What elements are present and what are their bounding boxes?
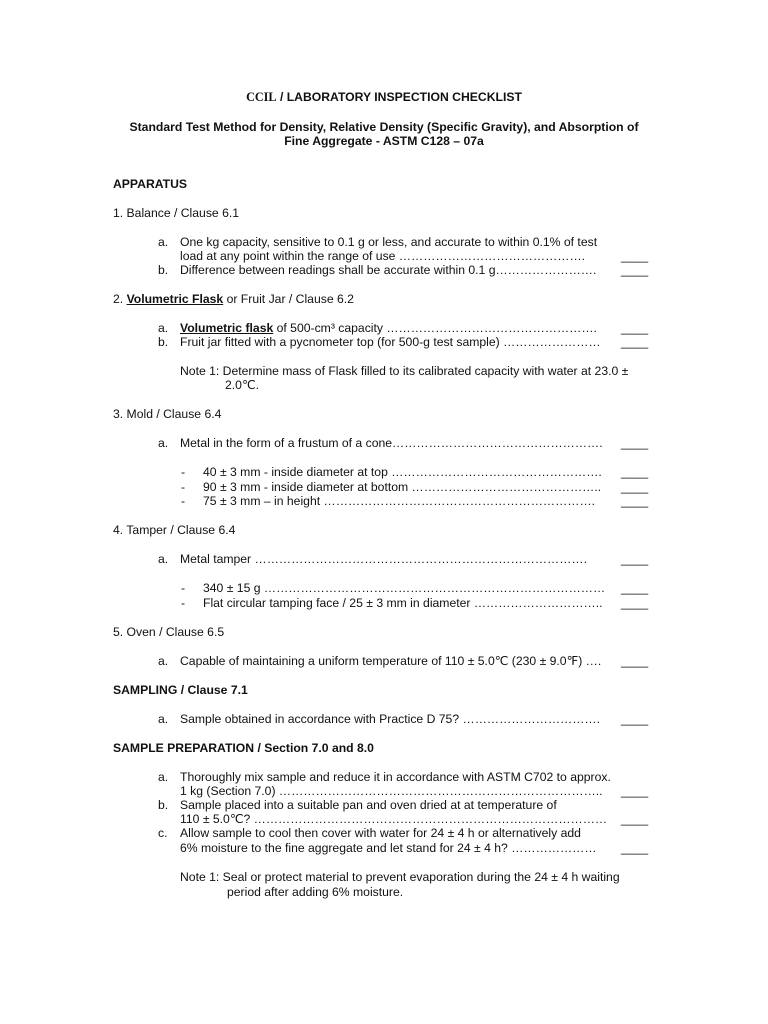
flask-b-text: Fruit jar fitted with a pycnometer top (for 500-g test sample) …………………… — [180, 335, 601, 349]
check-blank[interactable]: ____ — [621, 494, 649, 508]
oven-a-text: Capable of maintaining a uniform temperature of 110 ± 5.0℃ (230 ± 9.0℉) …. — [180, 654, 602, 668]
check-blank[interactable]: ____ — [621, 249, 649, 263]
check-blank[interactable]: ____ — [621, 436, 649, 450]
document-subtitle-line2: Fine Aggregate - ASTM C128 – 07a — [284, 134, 484, 148]
list-marker: a. — [158, 436, 169, 450]
list-marker: a. — [158, 770, 169, 784]
tamper-a-text: Metal tamper ………………………………………………………………………. — [180, 552, 587, 566]
check-blank[interactable]: ____ — [621, 552, 649, 566]
mold-dash-1: 40 ± 3 mm - inside diameter at top ……………………………………………. — [203, 465, 602, 479]
item-heading-tamper: 4. Tamper / Clause 6.4 — [113, 523, 236, 537]
flask-heading-prefix: 2. — [113, 292, 127, 306]
tamper-dash-2: Flat circular tamping face / 25 ± 3 mm in diameter ………………………….. — [203, 596, 603, 610]
dash-marker: - — [181, 494, 186, 508]
document-subtitle-line1: Standard Test Method for Density, Relative Density (Specific Gravity), and Absorption of — [129, 120, 639, 134]
check-blank[interactable]: ____ — [621, 321, 649, 335]
list-marker: b. — [158, 798, 169, 812]
list-marker: a. — [158, 235, 169, 249]
item-heading-flask — [113, 292, 354, 307]
check-blank[interactable]: ____ — [621, 654, 649, 668]
check-blank[interactable]: ____ — [621, 812, 649, 826]
flask-note-line1: Note 1: Determine mass of Flask filled to its calibrated capacity with water at 23.0 ± — [180, 364, 629, 378]
section-heading-preparation: SAMPLE PREPARATION / Section 7.0 and 8.0 — [113, 741, 374, 755]
section-heading-apparatus: APPARATUS — [113, 177, 188, 191]
prep-c-line2: 6% moisture to the fine aggregate and let stand for 24 ± 4 h? ………………… — [180, 841, 597, 855]
flask-a-rest: of 500-cm³ capacity ……………………………………………. — [273, 321, 597, 335]
item-heading-balance: 1. Balance / Clause 6.1 — [113, 206, 240, 220]
flask-note-line2: 2.0℃. — [225, 378, 260, 392]
prep-a-line2: 1 kg (Section 7.0) …………………………………………………………………….. — [180, 784, 603, 798]
list-marker: c. — [158, 826, 168, 840]
document-title — [0, 90, 768, 105]
balance-a-line2: load at any point within the range of use ………………………………………. — [180, 249, 586, 263]
title-ccil: CCIL — [246, 90, 277, 104]
mold-a-text: Metal in the form of a frustum of a cone……………………………………………. — [180, 436, 603, 450]
balance-b-text: Difference between readings shall be accurate within 0.1 g……………………. — [180, 263, 597, 277]
item-heading-mold: 3. Mold / Clause 6.4 — [113, 407, 222, 421]
check-blank[interactable]: ____ — [621, 841, 649, 855]
list-marker: a. — [158, 712, 169, 726]
flask-heading-rest: or Fruit Jar / Clause 6.2 — [223, 292, 354, 306]
prep-a-line1: Thoroughly mix sample and reduce it in accordance with ASTM C702 to approx. — [180, 770, 611, 784]
dash-marker: - — [181, 581, 186, 595]
dash-marker: - — [181, 480, 186, 494]
section-heading-sampling: SAMPLING / Clause 7.1 — [113, 683, 248, 697]
flask-heading-underlined: Volumetric Flask — [126, 292, 224, 306]
prep-note-line2: period after adding 6% moisture. — [227, 885, 404, 899]
tamper-dash-1: 340 ± 15 g ………………………………………………………………………… — [203, 581, 606, 595]
dash-marker: - — [181, 465, 186, 479]
title-rest: / LABORATORY INSPECTION CHECKLIST — [276, 90, 522, 104]
list-marker: a. — [158, 654, 169, 668]
check-blank[interactable]: ____ — [621, 712, 649, 726]
check-blank[interactable]: ____ — [621, 596, 649, 610]
flask-a-underlined: Volumetric flask — [180, 321, 274, 335]
list-marker: a. — [158, 321, 169, 335]
prep-note-line1: Note 1: Seal or protect material to prevent evaporation during the 24 ± 4 h waiting — [180, 870, 620, 884]
mold-dash-3: 75 ± 3 mm – in height …………………………………………………………. — [203, 494, 596, 508]
dash-marker: - — [181, 596, 186, 610]
balance-a-line1: One kg capacity, sensitive to 0.1 g or less, and accurate to within 0.1% of test — [180, 235, 598, 249]
check-blank[interactable]: ____ — [621, 784, 649, 798]
list-marker: b. — [158, 263, 169, 277]
sampling-a-text: Sample obtained in accordance with Practice D 75? ……………………………. — [180, 712, 600, 726]
prep-b-line2: 110 ± 5.0℃? …………………………………………………………………………… — [180, 812, 608, 826]
check-blank[interactable]: ____ — [621, 335, 649, 349]
prep-b-line1: Sample placed into a suitable pan and oven dried at at temperature of — [180, 798, 557, 812]
flask-a-text — [180, 321, 597, 336]
prep-c-line1: Allow sample to cool then cover with water for 24 ± 4 h or alternatively add — [180, 826, 581, 840]
list-marker: a. — [158, 552, 169, 566]
list-marker: b. — [158, 335, 169, 349]
item-heading-oven: 5. Oven / Clause 6.5 — [113, 625, 225, 639]
check-blank[interactable]: ____ — [621, 263, 649, 277]
check-blank[interactable]: ____ — [621, 581, 649, 595]
mold-dash-2: 90 ± 3 mm - inside diameter at bottom ……………………………………….. — [203, 480, 602, 494]
check-blank[interactable]: ____ — [621, 465, 649, 479]
check-blank[interactable]: ____ — [621, 480, 649, 494]
